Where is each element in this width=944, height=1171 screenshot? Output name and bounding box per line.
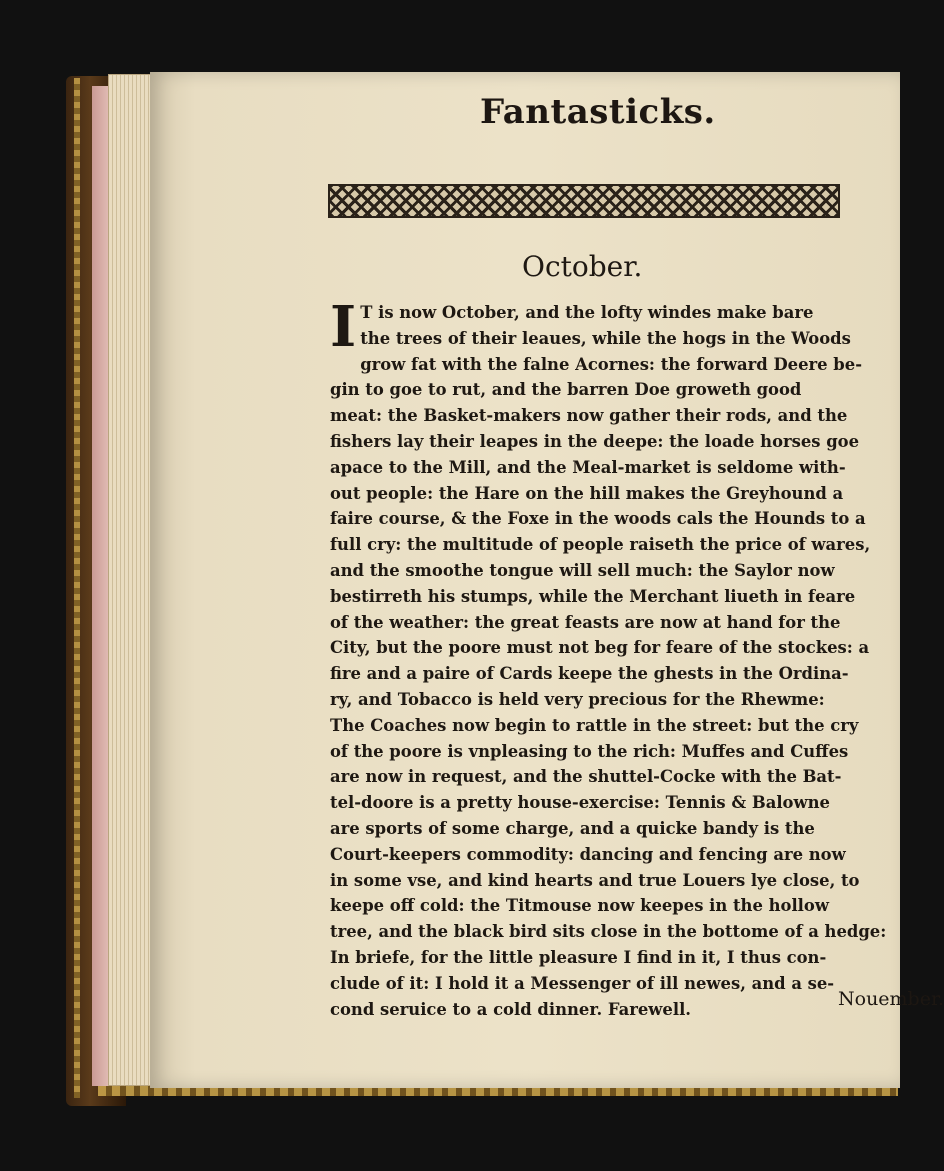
gilt-edge (74, 78, 80, 1098)
text-line: tree, and the black bird sits close in the bottome of a hedge: (330, 922, 887, 942)
text-line: meat: the Basket-makers now gather their rods, and the (330, 406, 848, 426)
ornament-band (328, 184, 840, 218)
text-line: Court-keepers commodity: dancing and fencing are now (330, 844, 846, 864)
text-line: fishers lay their leapes in the deepe: the loade horses goe (330, 431, 860, 451)
text-line: are sports of some charge, and a quicke bandy is the (330, 818, 815, 838)
text-line: out people: the Hare on the hill makes the Greyhound a (330, 483, 844, 503)
text-line: In briefe, for the little pleasure I find in it, I thus con- (330, 947, 827, 967)
text-line: grow fat with the falne Acornes: the forward Deere be- (360, 354, 862, 374)
text-line: City, but the poore must not beg for feare of the stockes: a (330, 638, 870, 658)
book (58, 68, 944, 1118)
running-head: Fantasticks. (480, 92, 716, 132)
catchword: Nouember. (838, 988, 944, 1010)
text-line: ry, and Tobacco is held very precious for the Rhewme: (330, 689, 825, 709)
text-line: gin to goe to rut, and the barren Doe groweth good (330, 380, 802, 400)
text-line: tel-doore is a pretty house-exercise: Tennis & Balowne (330, 793, 830, 813)
text-line: of the poore is vnpleasing to the rich: Muffes and Cuffes (330, 741, 849, 761)
text-line: and the smoothe tongue will sell much: the Saylor now (330, 560, 835, 580)
text-line: are now in request, and the shuttel-Cocke with the Bat- (330, 767, 842, 787)
text-line: cond seruice to a cold dinner. Farewell. (330, 999, 692, 1019)
text-line: The Coaches now begin to rattle in the street: but the cry (330, 715, 859, 735)
text-line: apace to the Mill, and the Meal-market is seldome with- (330, 457, 846, 477)
text-line: T is now October, and the lofty windes make bare (360, 303, 814, 322)
text-line: faire course, & the Foxe in the woods cals the Hounds to a (330, 509, 866, 529)
text-line: keepe off cold: the Titmouse now keepes in the hollow (330, 896, 829, 916)
text-line: the trees of their leaues, while the hogs in the Woods (360, 328, 851, 348)
page (150, 72, 944, 1088)
text-line: fire and a paire of Cards keepe the ghests in the Ordina- (330, 664, 849, 684)
text-line: in some vse, and kind hearts and true Louers lye close, to (330, 870, 860, 890)
text-line: clude of it: I hold it a Messenger of ill newes, and a se- (330, 973, 835, 993)
text-line: of the weather: the great feasts are now at hand for the (330, 612, 841, 632)
drop-cap: I (330, 294, 357, 360)
text-line: bestirreth his stumps, while the Merchant liueth in feare (330, 586, 856, 606)
chapter-title: October. (522, 250, 643, 283)
body-text (330, 294, 887, 1022)
text-line: full cry: the multitude of people raiseth the price of wares, (330, 535, 871, 555)
